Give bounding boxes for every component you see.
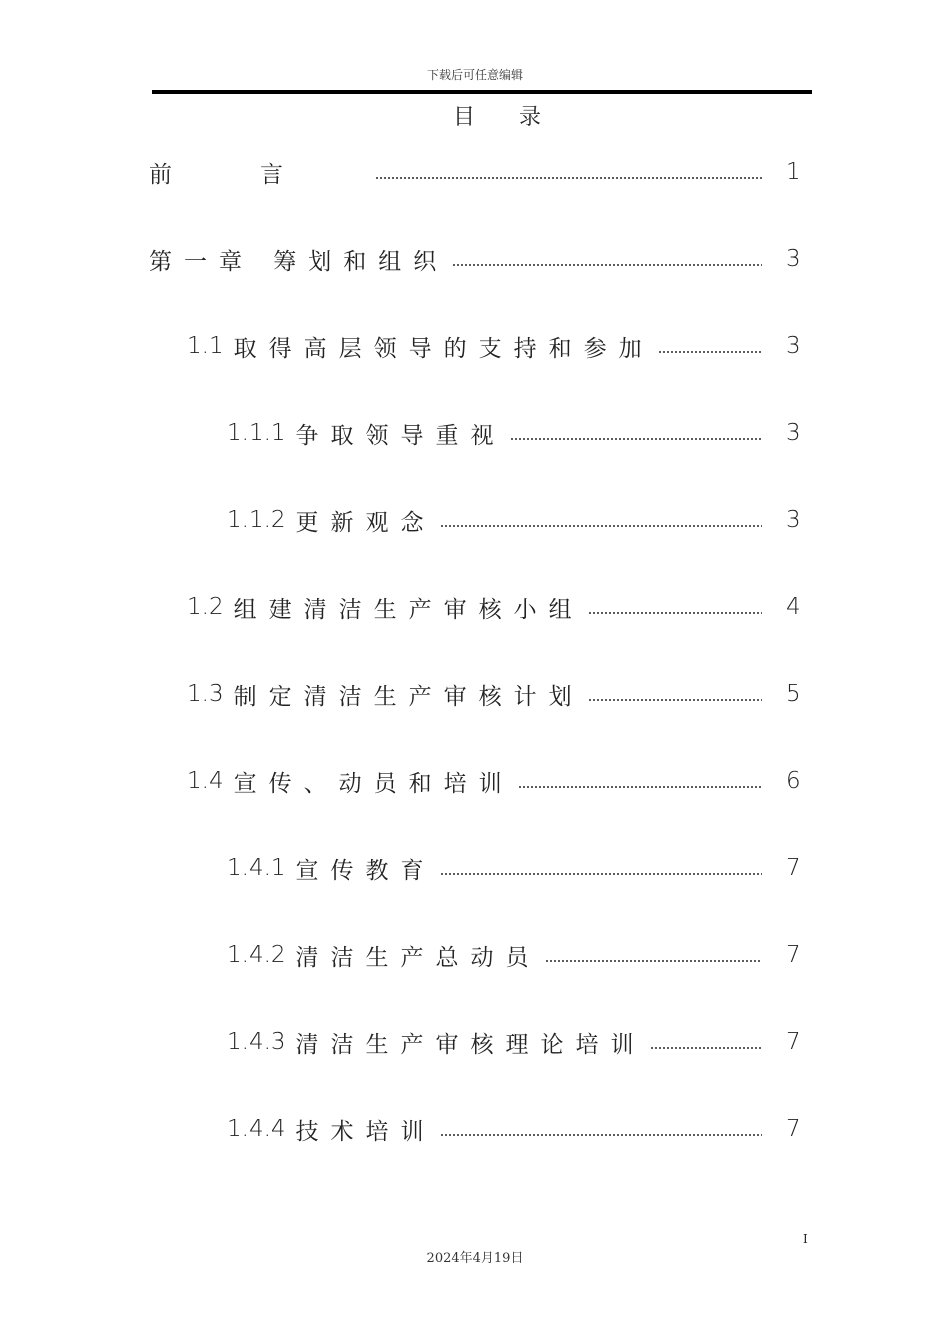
toc-entry-number: 1.4	[187, 768, 224, 794]
dot-leader	[658, 351, 762, 353]
toc-entry-1-4-3[interactable]	[227, 1022, 800, 1062]
toc-page-number: 4	[786, 594, 801, 620]
toc-entry-number: 1.4.2	[227, 942, 286, 968]
dot-leader	[452, 264, 762, 266]
toc-entry-text: 清洁生产审核理论培训	[295, 1031, 646, 1058]
toc-entry-text: 清洁生产总动员	[295, 944, 541, 971]
toc-entry-1-1[interactable]	[187, 326, 800, 366]
toc-entry-1-4-4[interactable]	[227, 1109, 800, 1149]
toc-page-number: 7	[786, 1116, 801, 1142]
toc-entry-text: 争取领导重视	[295, 422, 506, 449]
dot-leader	[440, 525, 762, 527]
toc-entry-1-4[interactable]	[187, 761, 800, 801]
toc-entry-preface[interactable]	[149, 152, 800, 192]
toc-page-number: 3	[786, 246, 801, 272]
toc-entry-1-2[interactable]	[187, 587, 800, 627]
header-text: 下载后可任意编辑	[426, 68, 523, 82]
toc-page-number: 3	[786, 507, 801, 533]
toc-page-number: 1	[786, 159, 801, 185]
toc-entry-text: 宣传教育	[295, 857, 436, 884]
footer-date: 2024年4月19日	[426, 1251, 524, 1266]
toc-page-number: 7	[786, 855, 801, 881]
toc-entry-number: 1.2	[187, 594, 224, 620]
toc-page-number: 7	[786, 942, 801, 968]
header-rule	[152, 90, 812, 94]
toc-entry-1-1-1[interactable]	[227, 413, 800, 453]
page-number-roman: I	[803, 1232, 808, 1246]
toc-entry-chapter-1[interactable]	[149, 239, 800, 279]
toc-entry-1-3[interactable]	[187, 674, 800, 714]
toc-entry-number: 1.4.4	[227, 1116, 286, 1142]
toc-entry-number: 1.3	[187, 681, 224, 707]
toc-entry-1-1-2[interactable]	[227, 500, 800, 540]
toc-entry-text: 制定清洁生产审核计划	[233, 683, 584, 710]
toc-entry-number: 1.1	[187, 333, 224, 359]
toc-page-number: 3	[786, 333, 801, 359]
toc-page-number: 3	[786, 420, 801, 446]
dot-leader	[440, 1134, 762, 1136]
dot-leader	[510, 438, 762, 440]
toc-entry-text: 第一章 筹划和组织	[149, 248, 449, 275]
toc-entry-number: 1.4.1	[227, 855, 286, 881]
toc-page-number: 5	[786, 681, 801, 707]
toc-entry-number: 1.1.2	[227, 507, 286, 533]
toc-entry-1-4-2[interactable]	[227, 935, 800, 975]
toc-entry-text: 组建清洁生产审核小组	[233, 596, 584, 623]
toc-entry-text: 宣传、动员和培训	[233, 770, 514, 797]
toc-entry-text: 前言	[149, 161, 371, 188]
dot-leader	[650, 1047, 762, 1049]
dot-leader	[588, 612, 762, 614]
toc-entry-text: 技术培训	[295, 1118, 436, 1145]
dot-leader	[440, 873, 762, 875]
toc-page-number: 6	[786, 768, 801, 794]
toc-entry-1-4-1[interactable]	[227, 848, 800, 888]
dot-leader	[545, 960, 762, 962]
dot-leader	[588, 699, 762, 701]
toc-title: 目录	[452, 105, 585, 130]
toc-entry-text: 取得高层领导的支持和参加	[233, 335, 654, 362]
toc-page-number: 7	[786, 1029, 801, 1055]
toc-entry-number: 1.1.1	[227, 420, 286, 446]
dot-leader	[375, 177, 762, 179]
toc-entry-number: 1.4.3	[227, 1029, 286, 1055]
toc-entry-text: 更新观念	[295, 509, 436, 536]
dot-leader	[518, 786, 762, 788]
